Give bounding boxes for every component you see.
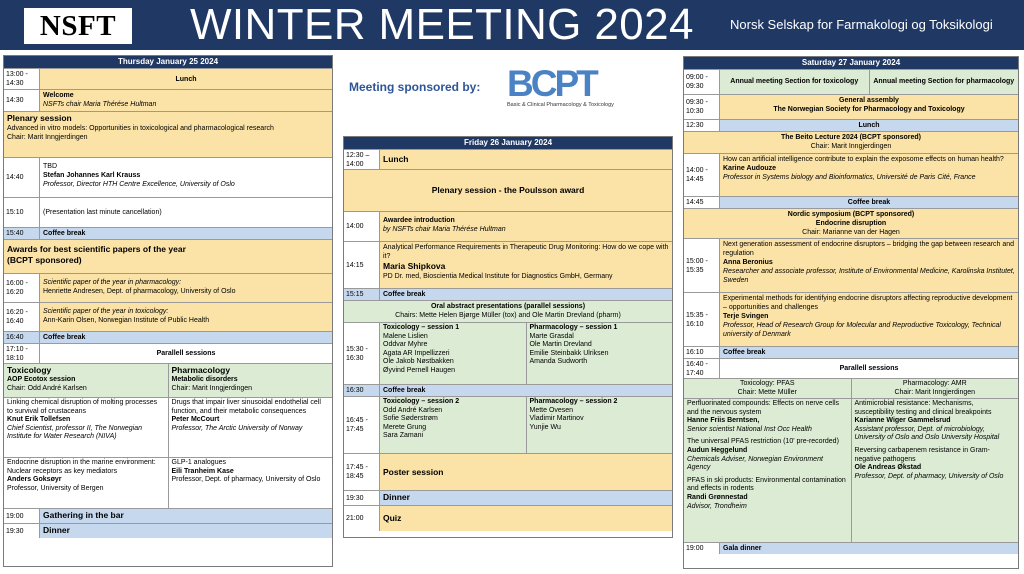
speaker-name: Terje Svingen — [723, 313, 769, 320]
award-winner: Ann-Karin Olsen, Norwegian Institute of Public Health — [43, 317, 210, 324]
oral-chairs: Chairs: Mette Helen Bjørge Müller (tox) and Ole Martin Drevland (pharm) — [395, 312, 621, 319]
row-content: (Presentation last minute cancellation) — [43, 209, 162, 216]
thursday-header: Thursday January 25 2024 — [4, 56, 332, 68]
row-content — [380, 242, 672, 288]
thu-plenary-row — [4, 111, 332, 157]
row-time: 13:00 - 14:30 — [4, 69, 40, 89]
award-title: Scientific paper of the year in toxicology: — [43, 308, 169, 315]
speaker-name: Hanne Friis Berntsen, — [687, 417, 760, 425]
thu-pharm-award-row — [4, 273, 332, 302]
thu-bar-row — [4, 508, 332, 523]
thursday-column — [3, 55, 333, 567]
row-content — [40, 274, 332, 302]
society-name: Norsk Selskap for Farmakologi og Toksikologi — [730, 17, 993, 32]
nordic-chair: Chair: Marianne van der Hagen — [802, 229, 900, 236]
amr-head — [851, 379, 1019, 398]
sat-parallel-row — [684, 358, 1018, 378]
thu-parallel-a — [4, 397, 332, 457]
speaker-affiliation: Advisor, Trondheim — [687, 502, 747, 510]
page-header — [0, 0, 1024, 50]
presenter: Odd André Karlsen — [383, 406, 443, 414]
annual-pharm: Annual meeting Section for pharmacology — [869, 70, 1019, 94]
general-title: General assembly — [839, 97, 899, 104]
sat-parallel-heads — [684, 378, 1018, 398]
amr-talks — [851, 399, 1019, 542]
thu-cancel-row — [4, 197, 332, 227]
row-time: 16:10 — [684, 347, 720, 358]
sat-nordic-row — [684, 208, 1018, 238]
friday-header: Friday 26 January 2024 — [344, 137, 672, 149]
talk-title: Linking chemical disruption of molting processes to survival of crustaceans — [7, 399, 158, 415]
session-title: Toxicology: PFAS — [740, 380, 795, 387]
presenter: Yunjie Wu — [529, 423, 561, 431]
sat-n2-row — [684, 292, 1018, 346]
saturday-column — [683, 56, 1019, 569]
talk-title: Perfluorinated compounds: Effects on nerve cells and the nervous system — [687, 400, 840, 416]
row-label: Coffee break — [847, 199, 891, 206]
row-time: 15:10 — [4, 198, 40, 227]
row-label: Coffee break — [723, 349, 766, 356]
row-content — [720, 154, 1018, 196]
presenter: Sara Zamani — [383, 432, 424, 440]
talk-title: Experimental methods for identifying endocrine disruptors affecting reproductive development – opportunities and challenges — [723, 295, 1013, 311]
oral-title: Oral abstract presentations (parallel sessions) — [430, 303, 586, 310]
row-time: 16:00 - 16:20 — [4, 274, 40, 302]
nordic-title: Nordic symposium (BCPT sponsored) — [787, 211, 915, 218]
row-time: 15:15 — [344, 289, 380, 300]
row-label: Coffee break — [383, 291, 426, 298]
row-time: 16:20 - 16:40 — [4, 303, 40, 331]
talk-title: Reversing carbapenem resistance in Gram-negative pathogens — [854, 446, 990, 463]
row-time: 15:30 - 16:30 — [344, 323, 380, 384]
fri-session2-row — [344, 396, 672, 453]
speaker-name: Audun Heggelund — [687, 446, 748, 454]
tox-talk — [4, 398, 168, 457]
tox-head — [4, 364, 168, 397]
speaker-name: Knut Erik Tollefsen — [7, 416, 71, 424]
session-chair: Chair: Mette Müller — [737, 388, 797, 396]
row-time: 12:30 — [684, 120, 720, 131]
bcpt-logo — [507, 63, 663, 112]
session-title: Toxicology – session 1 — [383, 324, 460, 331]
fri-lunch-row — [344, 149, 672, 169]
row-content — [40, 158, 332, 197]
row-label: Coffee break — [43, 334, 86, 341]
speaker-affiliation: Professor, University of Bergen — [7, 484, 104, 492]
row-time: 16:40 — [4, 332, 40, 343]
speaker-name: Karine Audouze — [723, 165, 777, 172]
speaker-affiliation: Professor, The Arctic University of Norway — [171, 424, 303, 432]
presenter: Oddvar Myhre — [383, 341, 428, 349]
talk-title: Endocrine disruption in the marine environment: Nuclear receptors as key mediators — [7, 459, 156, 475]
session-title: Toxicology – session 2 — [383, 398, 460, 405]
annual-tox: Annual meeting Section for toxicology — [720, 70, 869, 94]
row-label: Gala dinner — [723, 545, 762, 552]
row-time: 19:00 — [684, 543, 720, 554]
bcpt-logo-text: BCPT — [507, 63, 596, 104]
thu-coffee-row-2 — [4, 331, 332, 343]
talk-title: GLP-1 analogues — [171, 459, 226, 466]
row-time: 14:30 — [4, 90, 40, 111]
session-title: Pharmacology – session 1 — [529, 324, 618, 331]
row-time: 14:00 — [344, 212, 380, 241]
session-sub: AOP Ecotox session — [7, 376, 76, 383]
thu-lunch-row — [4, 68, 332, 89]
row-content — [684, 209, 1018, 238]
row-time: 16:40 - 17:40 — [684, 359, 720, 378]
row-time: 14:00 - 14:45 — [684, 154, 720, 196]
beito-title: The Beito Lecture 2024 (BCPT sponsored) — [780, 134, 922, 141]
fri-intro-row — [344, 211, 672, 241]
speaker-affiliation: Chief Scientist, professor II, The Norwegian Institute for Water Research (NIVA) — [7, 424, 143, 441]
session-title: Toxicology — [7, 365, 52, 375]
sat-lunch-row — [684, 119, 1018, 131]
bcpt-logo-subtitle: Basic & Clinical Pharmacology & Toxicology — [507, 102, 614, 108]
row-label: Poster session — [383, 466, 444, 477]
friday-column — [343, 136, 673, 538]
row-content — [40, 303, 332, 331]
talk-title: PFAS in ski products: Environmental contamination and effects in rodents — [687, 476, 846, 493]
sat-n1-row — [684, 238, 1018, 292]
tox-session-1 — [380, 323, 526, 384]
thu-awards-row — [4, 239, 332, 273]
intro-title: Awardee introduction — [383, 217, 455, 224]
sat-gala-row — [684, 542, 1018, 554]
row-label: Parallell sessions — [839, 365, 899, 372]
intro-sub: by NSFTs chair Maria Thérése Hultman — [383, 226, 506, 233]
speaker-affiliation: Chemicals Adviser, Norwegian Environment Agency — [687, 455, 823, 472]
speaker-name: Ole Andreas Økstad — [854, 464, 922, 472]
beito-chair: Chair: Marit Inngjerdingen — [810, 143, 892, 150]
speaker-name: Karianne Wiger Gammelsrud — [854, 417, 951, 425]
row-content — [684, 132, 1018, 153]
row-time: 15:35 - 16:10 — [684, 293, 720, 346]
row-content — [344, 301, 672, 322]
talk-title: How can artificial intelligence contribute to explain the exposome effects on human health? — [723, 156, 1004, 163]
presenter: Marte Grasdal — [529, 332, 574, 340]
sat-beito-talk-row — [684, 153, 1018, 196]
row-time: 14:15 — [344, 242, 380, 288]
fri-session1-row — [344, 322, 672, 384]
row-content — [380, 212, 672, 241]
speaker-affiliation: Professor, Director HTH Centre Excellence, University of Oslo — [43, 181, 235, 188]
speaker-affiliation: Assistant professor, Dept. of microbiology, University of Oslo and Oslo University Hospital — [854, 425, 1000, 442]
row-content — [4, 112, 332, 157]
welcome-title: Welcome — [43, 92, 74, 99]
presenter: Emilie Steinbakk Ulriksen — [529, 349, 609, 357]
talk-title: The universal PFAS restriction (10' pre-recorded) — [687, 438, 839, 446]
sat-parallel-body — [684, 398, 1018, 542]
presenter: Malene Lislien — [383, 332, 428, 340]
pharm-session-2 — [526, 397, 673, 453]
speaker-affiliation: PD Dr. med, Bioscientia Medical Institute for Diagnostics GmbH, Germany — [383, 273, 613, 280]
session-chair: Chair: Odd André Karlsen — [7, 384, 87, 392]
talk-title: Drugs that impair liver sinusoidal endothelial cell function, and their metabolic consequences — [171, 399, 321, 415]
thu-welcome-row — [4, 89, 332, 111]
pharm-session-1 — [526, 323, 673, 384]
thu-parallel-row — [4, 343, 332, 363]
row-content — [720, 239, 1018, 292]
plenary-chair: Chair: Marit Inngjerdingen — [7, 134, 88, 141]
sat-beito-row — [684, 131, 1018, 153]
fri-talk-row — [344, 241, 672, 288]
session-title: Pharmacology — [171, 365, 231, 375]
awards-sub: (BCPT sponsored) — [7, 255, 82, 265]
thu-coffee-row — [4, 227, 332, 239]
row-label: Lunch — [175, 75, 197, 83]
talk-title: Next generation assessment of endocrine disruptors – bridging the gap between research and regulation — [723, 241, 1015, 257]
session-chair: Chair: Marit Inngjerdingen — [171, 384, 253, 392]
row-time: 12:30 – 14:00 — [344, 150, 380, 169]
session-title: Pharmacology: AMR — [902, 380, 967, 387]
row-time: 16:45 - 17:45 — [344, 397, 380, 453]
sat-annual-row — [684, 69, 1018, 94]
session-chair: Chair: Marit Inngjerdingen — [894, 388, 976, 396]
saturday-header: Saturday 27 January 2024 — [684, 57, 1018, 69]
sat-general-row — [684, 94, 1018, 119]
speaker-name: Anna Beronius — [723, 259, 773, 266]
speaker-affiliation: Professor, Dept. of pharmacy, University of Oslo — [854, 472, 1004, 480]
row-time: 15:00 - 15:35 — [684, 239, 720, 292]
speaker-name: Stefan Johannes Karl Krauss — [43, 172, 141, 179]
plenary-text: Advanced in vitro models: Opportunities in toxicological and pharmacological research — [7, 125, 274, 132]
presenter: Merete Grung — [383, 423, 427, 431]
thu-tox-award-row — [4, 302, 332, 331]
row-label: Coffee break — [43, 230, 86, 237]
row-label: Plenary session - the Poulsson award — [431, 185, 585, 195]
row-content — [720, 293, 1018, 346]
session-title: Pharmacology – session 2 — [529, 398, 618, 405]
nsft-logo: NSFT — [24, 8, 132, 44]
row-content — [4, 240, 332, 273]
nordic-subtitle: Endocrine disruption — [815, 220, 887, 227]
award-winner: Henriette Andresen, Dept. of pharmacology, University of Oslo — [43, 288, 236, 295]
row-content — [720, 95, 1018, 119]
plenary-title: Plenary session — [7, 113, 72, 123]
session-sub: Metabolic disorders — [171, 376, 238, 383]
fri-dinner-row — [344, 490, 672, 505]
row-time: 19:30 — [344, 491, 380, 505]
general-sub: The Norwegian Society for Pharmacology and Toxicology — [773, 106, 965, 113]
pharm-head — [168, 364, 333, 397]
row-content — [40, 90, 332, 111]
talk-title: Analytical Performance Requirements in Therapeutic Drug Monitoring: How do we cope with it? — [383, 244, 669, 260]
row-label: Quiz — [383, 513, 402, 523]
speaker-name: Peter McCourt — [171, 416, 220, 424]
row-label: Dinner — [383, 492, 410, 502]
row-time: 15:40 — [4, 228, 40, 239]
page-title: WINTER MEETING 2024 — [190, 0, 694, 49]
award-title: Scientific paper of the year in pharmacology: — [43, 279, 182, 286]
row-label: Dinner — [43, 525, 70, 535]
row-time: 09:00 - 09:30 — [684, 70, 720, 94]
row-label: Lunch — [858, 122, 880, 129]
speaker-affiliation: Professor, Dept. of pharmacy, University of Oslo — [171, 476, 321, 484]
speaker-name: Maria Shipkova — [383, 261, 446, 271]
welcome-sub: NSFTs chair Maria Thérése Hultman — [43, 101, 157, 108]
row-time: 17:45 - 18:45 — [344, 454, 380, 490]
tox-session-2 — [380, 397, 526, 453]
row-label: Gathering in the bar — [43, 510, 124, 520]
talk-title: Antimicrobial resistance: Mechanisms, susceptibility testing and clinical breakpoints — [854, 400, 992, 416]
row-label: Parallell sessions — [156, 350, 216, 357]
talk-title: TBD — [43, 163, 57, 170]
row-label: Lunch — [383, 154, 409, 164]
fri-quiz-row — [344, 505, 672, 531]
speaker-name: Randi Grønnestad — [687, 493, 748, 501]
speaker-name: Eili Tranheim Kase — [171, 467, 234, 475]
speaker-affiliation: Professor, Head of Research Group for Molecular and Reproductive Toxicology, Technical university of Denmark — [723, 322, 1001, 338]
fri-plenary-row — [344, 169, 672, 211]
thu-parallel-heads — [4, 363, 332, 397]
awards-title: Awards for best scientific papers of the year — [7, 244, 186, 254]
presenter: Agata AR Impellizzeri — [383, 349, 450, 357]
row-time: 14:40 — [4, 158, 40, 197]
thu-dinner-row — [4, 523, 332, 538]
presenter: Sofie Søderstrøm — [383, 415, 438, 423]
speaker-affiliation: Senior scientist National Inst Occ Health — [687, 425, 812, 433]
fri-coffee-row-2 — [344, 384, 672, 396]
fri-coffee-row — [344, 288, 672, 300]
thu-talk-row — [4, 157, 332, 197]
presenter: Ole Jakob Nøstbakken — [383, 358, 454, 366]
fri-oral-row — [344, 300, 672, 322]
thu-parallel-b — [4, 457, 332, 508]
speaker-name: Anders Goksøyr — [7, 476, 62, 484]
presenter: Ole Martin Drevland — [529, 341, 592, 349]
presenter: Vladimir Martinov — [529, 415, 584, 423]
row-time: 09:30 - 10:30 — [684, 95, 720, 119]
presenter: Øyvind Pernell Haugen — [383, 366, 455, 374]
presenter: Amanda Sudworth — [529, 358, 588, 366]
row-time: 19:00 — [4, 509, 40, 523]
presenter: Mette Ovesen — [529, 406, 574, 414]
speaker-affiliation: Professor in Systems biology and Bioinformatics, Université de Paris Cité, France — [723, 174, 976, 181]
row-time: 16:30 — [344, 385, 380, 396]
row-time: 17:10 - 18:10 — [4, 344, 40, 363]
pfas-head — [684, 379, 851, 398]
row-time: 19:30 — [4, 524, 40, 538]
row-label: Coffee break — [383, 387, 426, 394]
tox-talk — [4, 458, 168, 508]
sponsor-label: Meeting sponsored by: — [349, 80, 481, 94]
row-time: 21:00 — [344, 506, 380, 531]
speaker-affiliation: Researcher and associate professor, Institute of Environmental Medicine, Karolinska Institutet, Sweden — [723, 268, 1015, 284]
pharm-talk — [168, 458, 333, 508]
sat-coffee-row-2 — [684, 346, 1018, 358]
pharm-talk — [168, 398, 333, 457]
fri-poster-row — [344, 453, 672, 490]
pfas-talks — [684, 399, 851, 542]
row-time: 14:45 — [684, 197, 720, 208]
sat-coffee-row — [684, 196, 1018, 208]
